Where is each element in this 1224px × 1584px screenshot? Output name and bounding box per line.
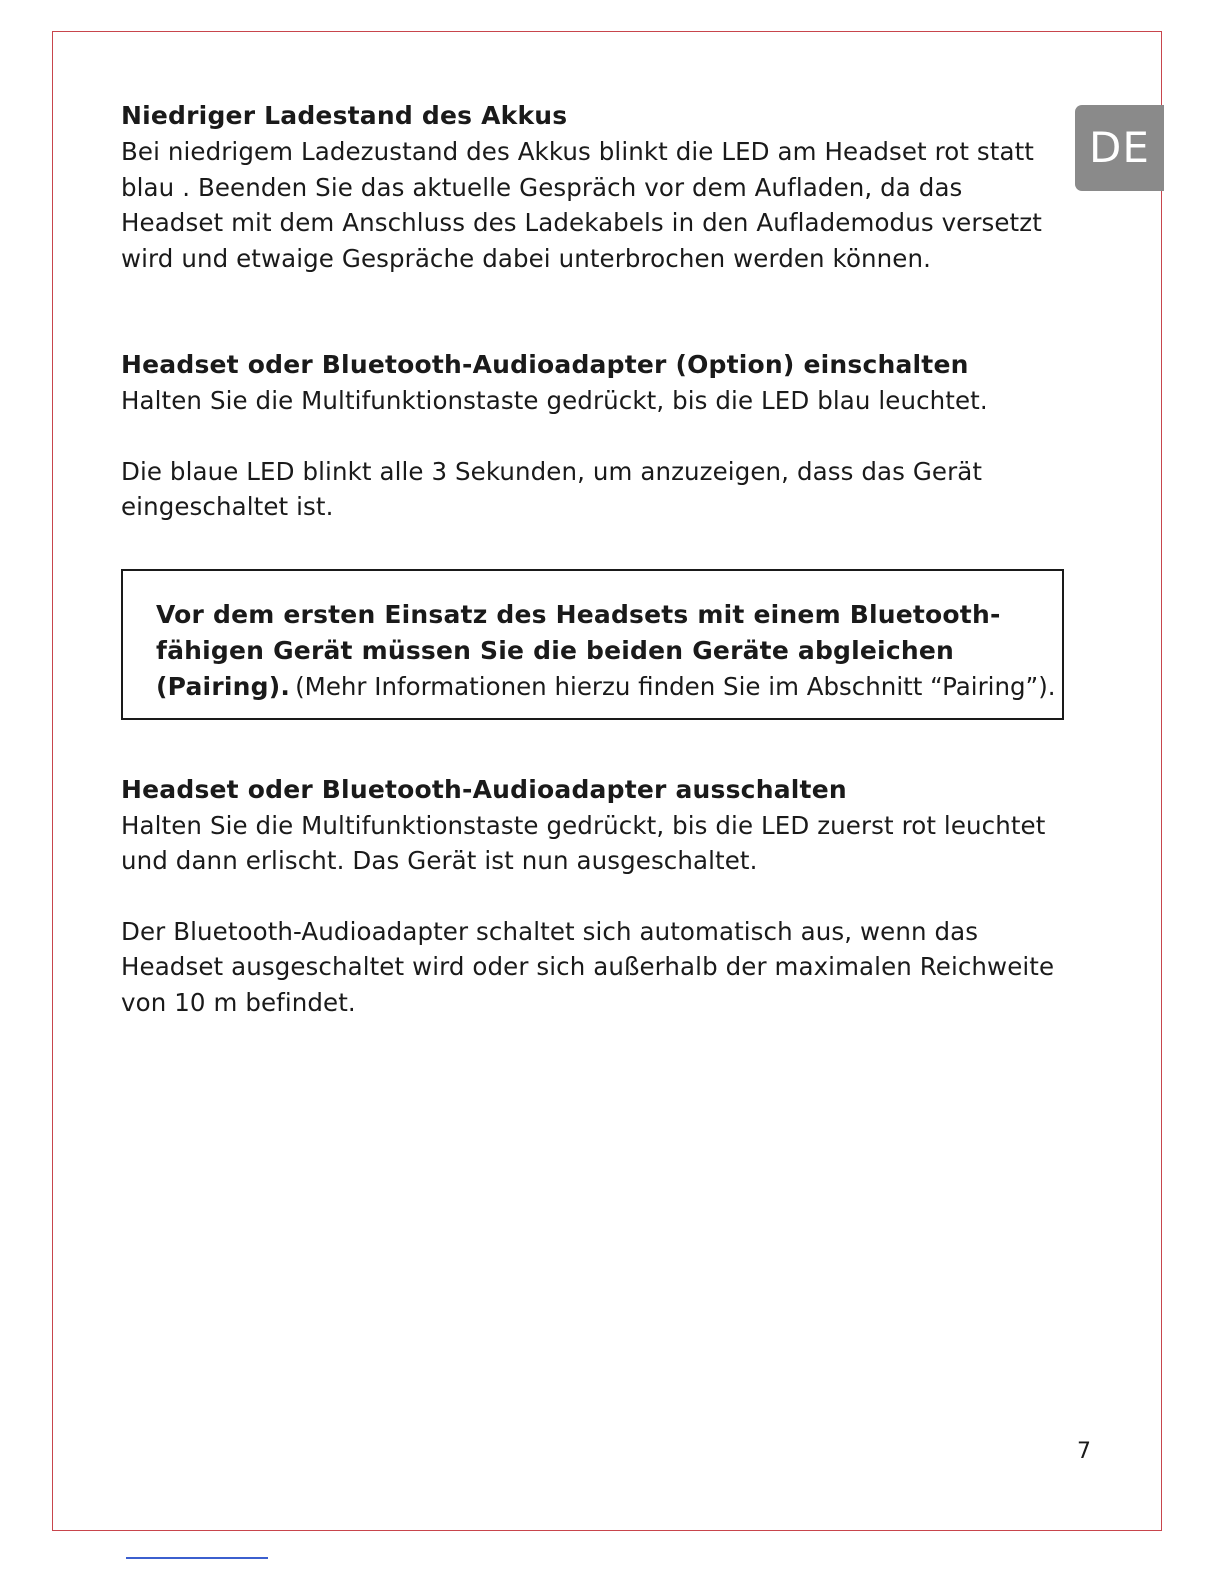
section-heading: Headset oder Bluetooth-Audioadapter ausschalten bbox=[121, 774, 847, 804]
language-tab: DE bbox=[1075, 105, 1164, 191]
section-paragraph: Bei niedrigem Ladezustand des Akkus blinkt die LED am Headset rot statt blau . Beenden Sie das aktuelle Gespräch vor dem Aufladen, da das Headset mit dem Anschluss des Ladekabels in den Auflademodus versetzt wird und etwaige Gespräche dabei unterbrochen werden können. bbox=[121, 137, 1042, 273]
section-power-off bbox=[121, 772, 1071, 1021]
pairing-note-box bbox=[121, 569, 1064, 720]
bottom-rule bbox=[126, 1557, 268, 1559]
section-paragraph: Halten Sie die Multifunktionstaste gedrückt, bis die LED zuerst rot leuchtet und dann erlischt. Das Gerät ist nun ausgeschaltet. bbox=[121, 810, 1046, 875]
page-number: 7 bbox=[1077, 1439, 1091, 1464]
section-paragraph: Der Bluetooth-Audioadapter schaltet sich automatisch aus, wenn das Headset ausgeschaltet wird oder sich außerhalb der maximalen Reichweite von 10 m befindet. bbox=[121, 916, 1055, 1017]
section-paragraph: Halten Sie die Multifunktionstaste gedrückt, bis die LED blau leuchtet. bbox=[121, 386, 988, 415]
note-bold-text: Vor dem ersten Einsatz des Headsets mit einem Bluetooth-fähigen Gerät müssen Sie die beiden Geräte abgleichen (Pairing). bbox=[156, 599, 1001, 701]
section-low-battery bbox=[121, 98, 1071, 276]
section-heading: Headset oder Bluetooth-Audioadapter (Option) einschalten bbox=[121, 350, 969, 379]
section-heading: Niedriger Ladestand des Akkus bbox=[121, 101, 568, 130]
note-normal-text: (Mehr Informationen hierzu finden Sie im Abschnitt “Pairing”). bbox=[295, 671, 1056, 701]
page-content bbox=[121, 98, 1071, 1020]
section-paragraph: Die blaue LED blinkt alle 3 Sekunden, um anzuzeigen, dass das Gerät eingeschaltet ist. bbox=[121, 456, 983, 521]
section-power-on bbox=[121, 347, 1071, 525]
